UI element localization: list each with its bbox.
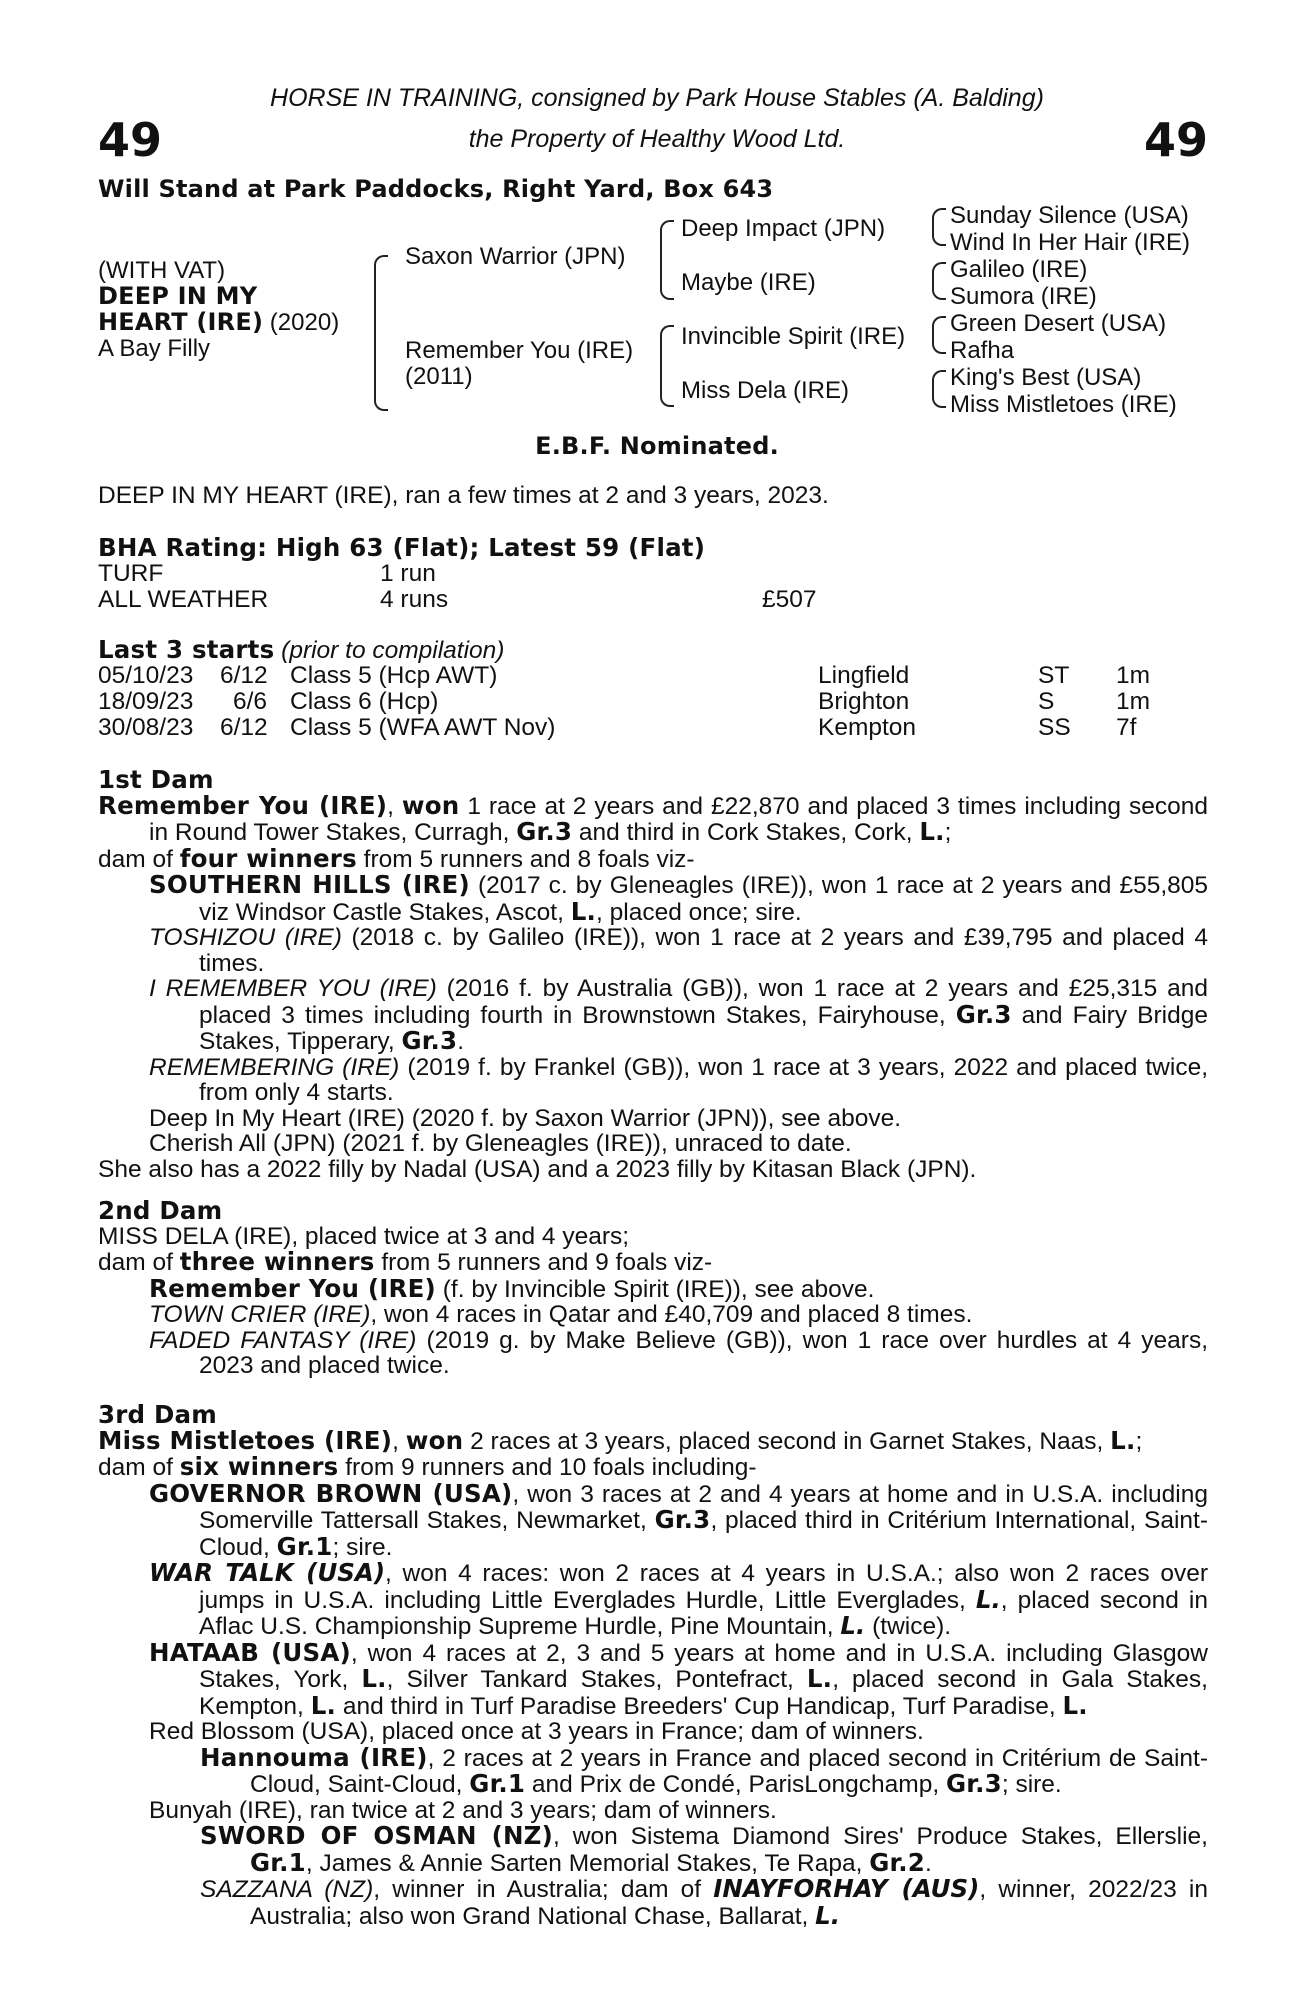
produce-sub-item [98,1823,1208,1876]
text: dam of [98,1454,180,1481]
produce-item [98,872,1208,925]
grade: Gr.3 [401,1026,458,1055]
produce-item: Deep In My Heart (IRE) (2020 f. by Saxon Warrior (JPN)), see above. [149,1104,902,1132]
produce-item: Cherish All (JPN) (2021 f. by Gleneagles (IRE)), unraced to date. [149,1130,852,1157]
text: (twice). [865,1613,952,1640]
consignor-line: HORSE IN TRAINING, consigned by Park House Stables (A. Balding) [270,84,1044,112]
grandsire-1: Sunday Silence (USA) [950,202,1189,229]
listed: L. [310,1690,337,1720]
text: , placed second in Gala Stakes, Kempton, [199,1666,1208,1720]
winners-count: three winners [179,1247,375,1276]
third-dam-heading: 3rd Dam [98,1400,217,1429]
rating-title [98,535,1208,562]
grade: Gr.1 [469,1769,526,1798]
text: and third in Cork Stakes, Cork, [572,819,920,846]
produce-item [98,925,1208,976]
start-date: 30/08/23 [98,714,194,741]
first-dam-section [98,767,1208,1182]
start-race: Class 5 (WFA AWT Nov) [290,714,556,741]
horse-year: (2020) [263,309,340,336]
text: ; sire. [1001,1771,1062,1798]
text: , placed second in Aflac U.S. Championship Supreme Hurdle, Pine Mountain, [199,1586,1208,1640]
start-pos: 6/12 [220,714,268,741]
listed: L. [815,1900,841,1930]
text: , won Sistema Diamond Sires' Produce Stakes, Ellerslie, [553,1823,1208,1850]
dam-sire: Invincible Spirit (IRE) [681,323,906,350]
dam-year: (2011) [405,363,473,390]
bracket-g12 [932,208,946,246]
start-dist: 1m [1116,662,1151,689]
bracket-dam-line [660,325,674,407]
sire-dam: Maybe (IRE) [681,269,816,296]
start-dist: 1m [1116,688,1151,715]
first-dam-heading: 1st Dam [98,765,214,794]
text: , winner in Australia; dam of [373,1876,714,1903]
third-dam-produce-line [98,1454,1208,1481]
owner-line: the Property of Healthy Wood Ltd. [468,125,846,153]
text: dam of [98,845,180,873]
ebf-nominated: E.B.F. Nominated. [535,432,779,460]
text: from 5 runners and 8 foals viz- [356,845,695,873]
text: and Fairy Bridge Stakes, Tipperary, [199,1001,1208,1055]
grade: Gr.3 [945,1769,1002,1798]
aw-label: ALL WEATHER [98,586,269,613]
bracket-sire-dam [374,255,388,411]
first-dam-name: Remember You (IRE) [98,790,388,820]
start-dist: 7f [1116,714,1137,741]
produce-item [98,1328,1208,1379]
start-race: Class 6 (Hcp) [290,688,439,715]
start-going: S [1038,688,1055,715]
text: dam of [98,1249,180,1276]
text: (2019 f. by Frankel (GB)), won 1 race at 3 years, 2022 and placed twice, from only 4 starts. [199,1053,1209,1106]
dam: Remember You (IRE) [405,337,634,364]
produce-item [98,1478,1209,1561]
third-dam-record: Miss Mistletoes (IRE), won 2 races at 3 years, placed second in Garnet Stakes, Naas, L.; [98,1425,1143,1455]
text: , 2 races at 2 years in France and placed second in Critérium de Saint-Cloud, Saint-Cloud, [250,1744,1208,1798]
listed: L. [806,1664,833,1693]
dam-dam: Miss Dela (IRE) [681,377,850,404]
horse-name-line2-wrap [98,310,339,336]
turf-label: TURF [98,560,164,587]
starts-note: (prior to compilation) [274,637,505,664]
horse-name-line2: HEART (IRE) [98,308,264,336]
produce-item: Red Blossom (USA), placed once at 3 years in France; dam of winners. [149,1718,924,1745]
text: , winner, 2022/23 in Australia; also won Grand National Chase, Ballarat, [250,1876,1208,1930]
produce-item [98,1560,1208,1640]
text: (2019 g. by Make Believe (GB)), won 1 race over hurdles at 4 years, 2023 and placed twice. [199,1326,1209,1379]
third-dam-section [98,1402,1208,1929]
third-dam-name: Miss Mistletoes (IRE) [98,1425,393,1455]
second-dam-section [98,1198,1208,1379]
text: and third in Turf Paradise Breeders' Cup Handicap, Turf Paradise, [336,1692,1063,1720]
start-course: Brighton [818,688,910,715]
produce-item [98,976,1208,1055]
grade: Gr.3 [654,1505,711,1534]
produce-item [98,1055,1208,1106]
text: and Prix de Condé, ParisLongchamp, [525,1771,946,1798]
produce-item [98,1273,1208,1303]
produce-name: Hannouma (IRE) [200,1742,428,1772]
text: , won 4 races at 2, 3 and 5 years at home and in U.S.A. including Glasgow Stakes, York, [199,1639,1208,1693]
granddam-4: Miss Mistletoes (IRE) [950,391,1177,418]
produce-item: Bunyah (IRE), ran twice at 2 and 3 years; dam of winners. [149,1796,777,1824]
listed: L. [975,1584,1001,1614]
text: from 5 runners and 9 foals viz- [374,1249,713,1276]
aw-prize: £507 [762,586,817,613]
produce-name: FADED FANTASY (IRE) [149,1326,417,1354]
start-date: 05/10/23 [98,662,194,689]
text: , James & Annie Sarten Memorial Stakes, Te Rapa, [305,1849,870,1877]
text: from 9 runners and 10 foals including- [338,1454,757,1481]
grade: Gr.1 [250,1847,306,1877]
start-pos: 6/12 [220,662,268,689]
produce-name: WAR TALK (USA) [149,1558,386,1587]
listed: L. [570,896,597,926]
turf-runs: 1 run [380,560,436,587]
text: , won 4 races in Qatar and £40,709 and placed 8 times. [370,1301,973,1328]
produce-name: INAYFORHAY (AUS) [713,1874,980,1903]
produce-sub-item [98,1742,1208,1798]
horse-description: A Bay Filly [98,335,211,362]
grandsire-4: King's Best (USA) [950,364,1142,391]
bracket-g78 [932,370,946,408]
text: (2017 c. by Gleneagles (IRE)), won 1 race at 2 years and £55,805 viz Windsor Castle Stakes, Ascot, [199,872,1208,926]
text: ; [1135,1427,1143,1455]
granddam-2: Sumora (IRE) [950,283,1097,310]
text: , Silver Tankard Stakes, Pontefract, [386,1666,807,1693]
text: , won 3 races at 2 and 4 years at home and in U.S.A. including Somerville Tattersall Stakes, Newmarket, [199,1480,1208,1534]
produce-item [98,1637,1208,1720]
produce-name: SAZZANA (NZ) [200,1876,374,1903]
first-dam-won: won [401,790,460,820]
produce-name: TOSHIZOU (IRE) [149,924,342,951]
listed: L. [1062,1690,1088,1720]
vat-label: (WITH VAT) [98,257,226,284]
listed: L. [1110,1425,1136,1455]
produce-name: TOWN CRIER (IRE) [149,1301,371,1328]
produce-name: Remember You (IRE) [149,1273,436,1303]
grade: Gr.3 [516,817,573,846]
grandsire-3: Green Desert (USA) [950,310,1167,337]
text: 1 race at 2 years and £22,870 and placed 3 times including second in Round Tower Stakes, Curragh, [149,792,1208,846]
third-dam-won: won [405,1425,464,1455]
text: ; sire. [332,1533,393,1561]
sire: Saxon Warrior (JPN) [405,243,626,270]
start-going: SS [1038,714,1071,741]
bracket-g34 [932,262,946,300]
rating-title-text: BHA Rating: High 63 (Flat); Latest 59 (Flat) [98,533,706,562]
grade: Gr.2 [869,1847,926,1877]
starts-title [98,637,1208,664]
text: , won 4 races: won 2 races at 4 years in U.S.A.; also won 2 races over jumps in U.S.A. including Little Everglades Hurdle, Little Everglades, [199,1560,1208,1614]
starts-title-text: Last 3 starts [98,635,275,664]
granddam-1: Wind In Her Hair (IRE) [950,229,1191,256]
winners-count: six winners [179,1452,339,1481]
lot-number-right: 49 [1143,113,1208,167]
produce-name: HATAAB (USA) [149,1637,351,1667]
horse-name-line1: DEEP IN MY [98,282,258,310]
text: (2016 f. by Australia (GB)), won 1 race at 2 years and £25,315 and placed 3 times including fourth in Brownstown Stakes, Fairyhouse, [199,975,1208,1029]
granddam-3: Rafha [950,337,1015,364]
first-dam-produce-line [98,843,1208,873]
text: ; [944,819,952,846]
text: , placed third in Critérium International, Saint-Cloud, [199,1507,1209,1561]
start-course: Kempton [818,714,917,741]
text: . [457,1028,465,1055]
text: (f. by Invincible Spirit (IRE)), see above. [435,1275,875,1303]
produce-name: SWORD OF OSMAN (NZ) [200,1821,554,1850]
pedigree [0,0,1314,430]
second-dam-produce-line [98,1249,1208,1276]
aw-runs: 4 runs [380,586,449,613]
start-going: ST [1038,662,1070,689]
text: 2 races at 3 years, placed second in Garnet Stakes, Naas, [463,1427,1111,1455]
text: (2018 c. by Galileo (IRE)), won 1 race at 2 years and £39,795 and placed 4 times. [199,924,1208,977]
listed: L. [919,817,945,846]
produce-name: GOVERNOR BROWN (USA) [149,1478,513,1508]
text: , placed once; sire. [596,898,802,926]
produce-item [98,1302,1208,1328]
start-date: 18/09/23 [98,688,194,715]
start-course: Lingfield [818,662,910,689]
first-dam-record: Remember You (IRE), won 1 race at 2 years and £22,870 and placed 3 times including second in Round Tower Stakes, Curragh, Gr.3 and third in Cork Stakes, Cork, L.; [98,790,1208,846]
first-dam-also: She also has a 2022 filly by Nadal (USA) and a 2023 filly by Kitasan Black (JPN). [98,1155,977,1183]
bracket-g56 [932,316,946,354]
grandsire-2: Galileo (IRE) [950,256,1088,283]
grade: Gr.1 [276,1531,333,1561]
start-pos: 6/6 [233,688,268,715]
second-dam-heading: 2nd Dam [98,1196,223,1225]
box-location: Will Stand at Park Paddocks, Right Yard, Box 643 [98,175,774,203]
text: . [925,1849,932,1877]
bracket-sire-line [660,220,674,300]
lot-number-left: 49 [98,113,163,167]
start-race: Class 5 (Hcp AWT) [290,662,498,689]
produce-name: I REMEMBER YOU (IRE) [149,975,437,1002]
listed: L. [840,1611,866,1640]
grade: Gr.3 [955,999,1012,1029]
summary: DEEP IN MY HEART (IRE), ran a few times at 2 and 3 years, 2023. [98,482,829,509]
produce-sub-item [98,1876,1208,1929]
produce-name: SOUTHERN HILLS (IRE) [149,870,470,899]
second-dam-record: MISS DELA (IRE), placed twice at 3 and 4 years; [98,1222,630,1250]
listed: L. [361,1664,387,1693]
winners-count: four winners [179,843,357,873]
produce-name: REMEMBERING (IRE) [149,1053,400,1081]
sire-sire: Deep Impact (JPN) [681,215,886,242]
